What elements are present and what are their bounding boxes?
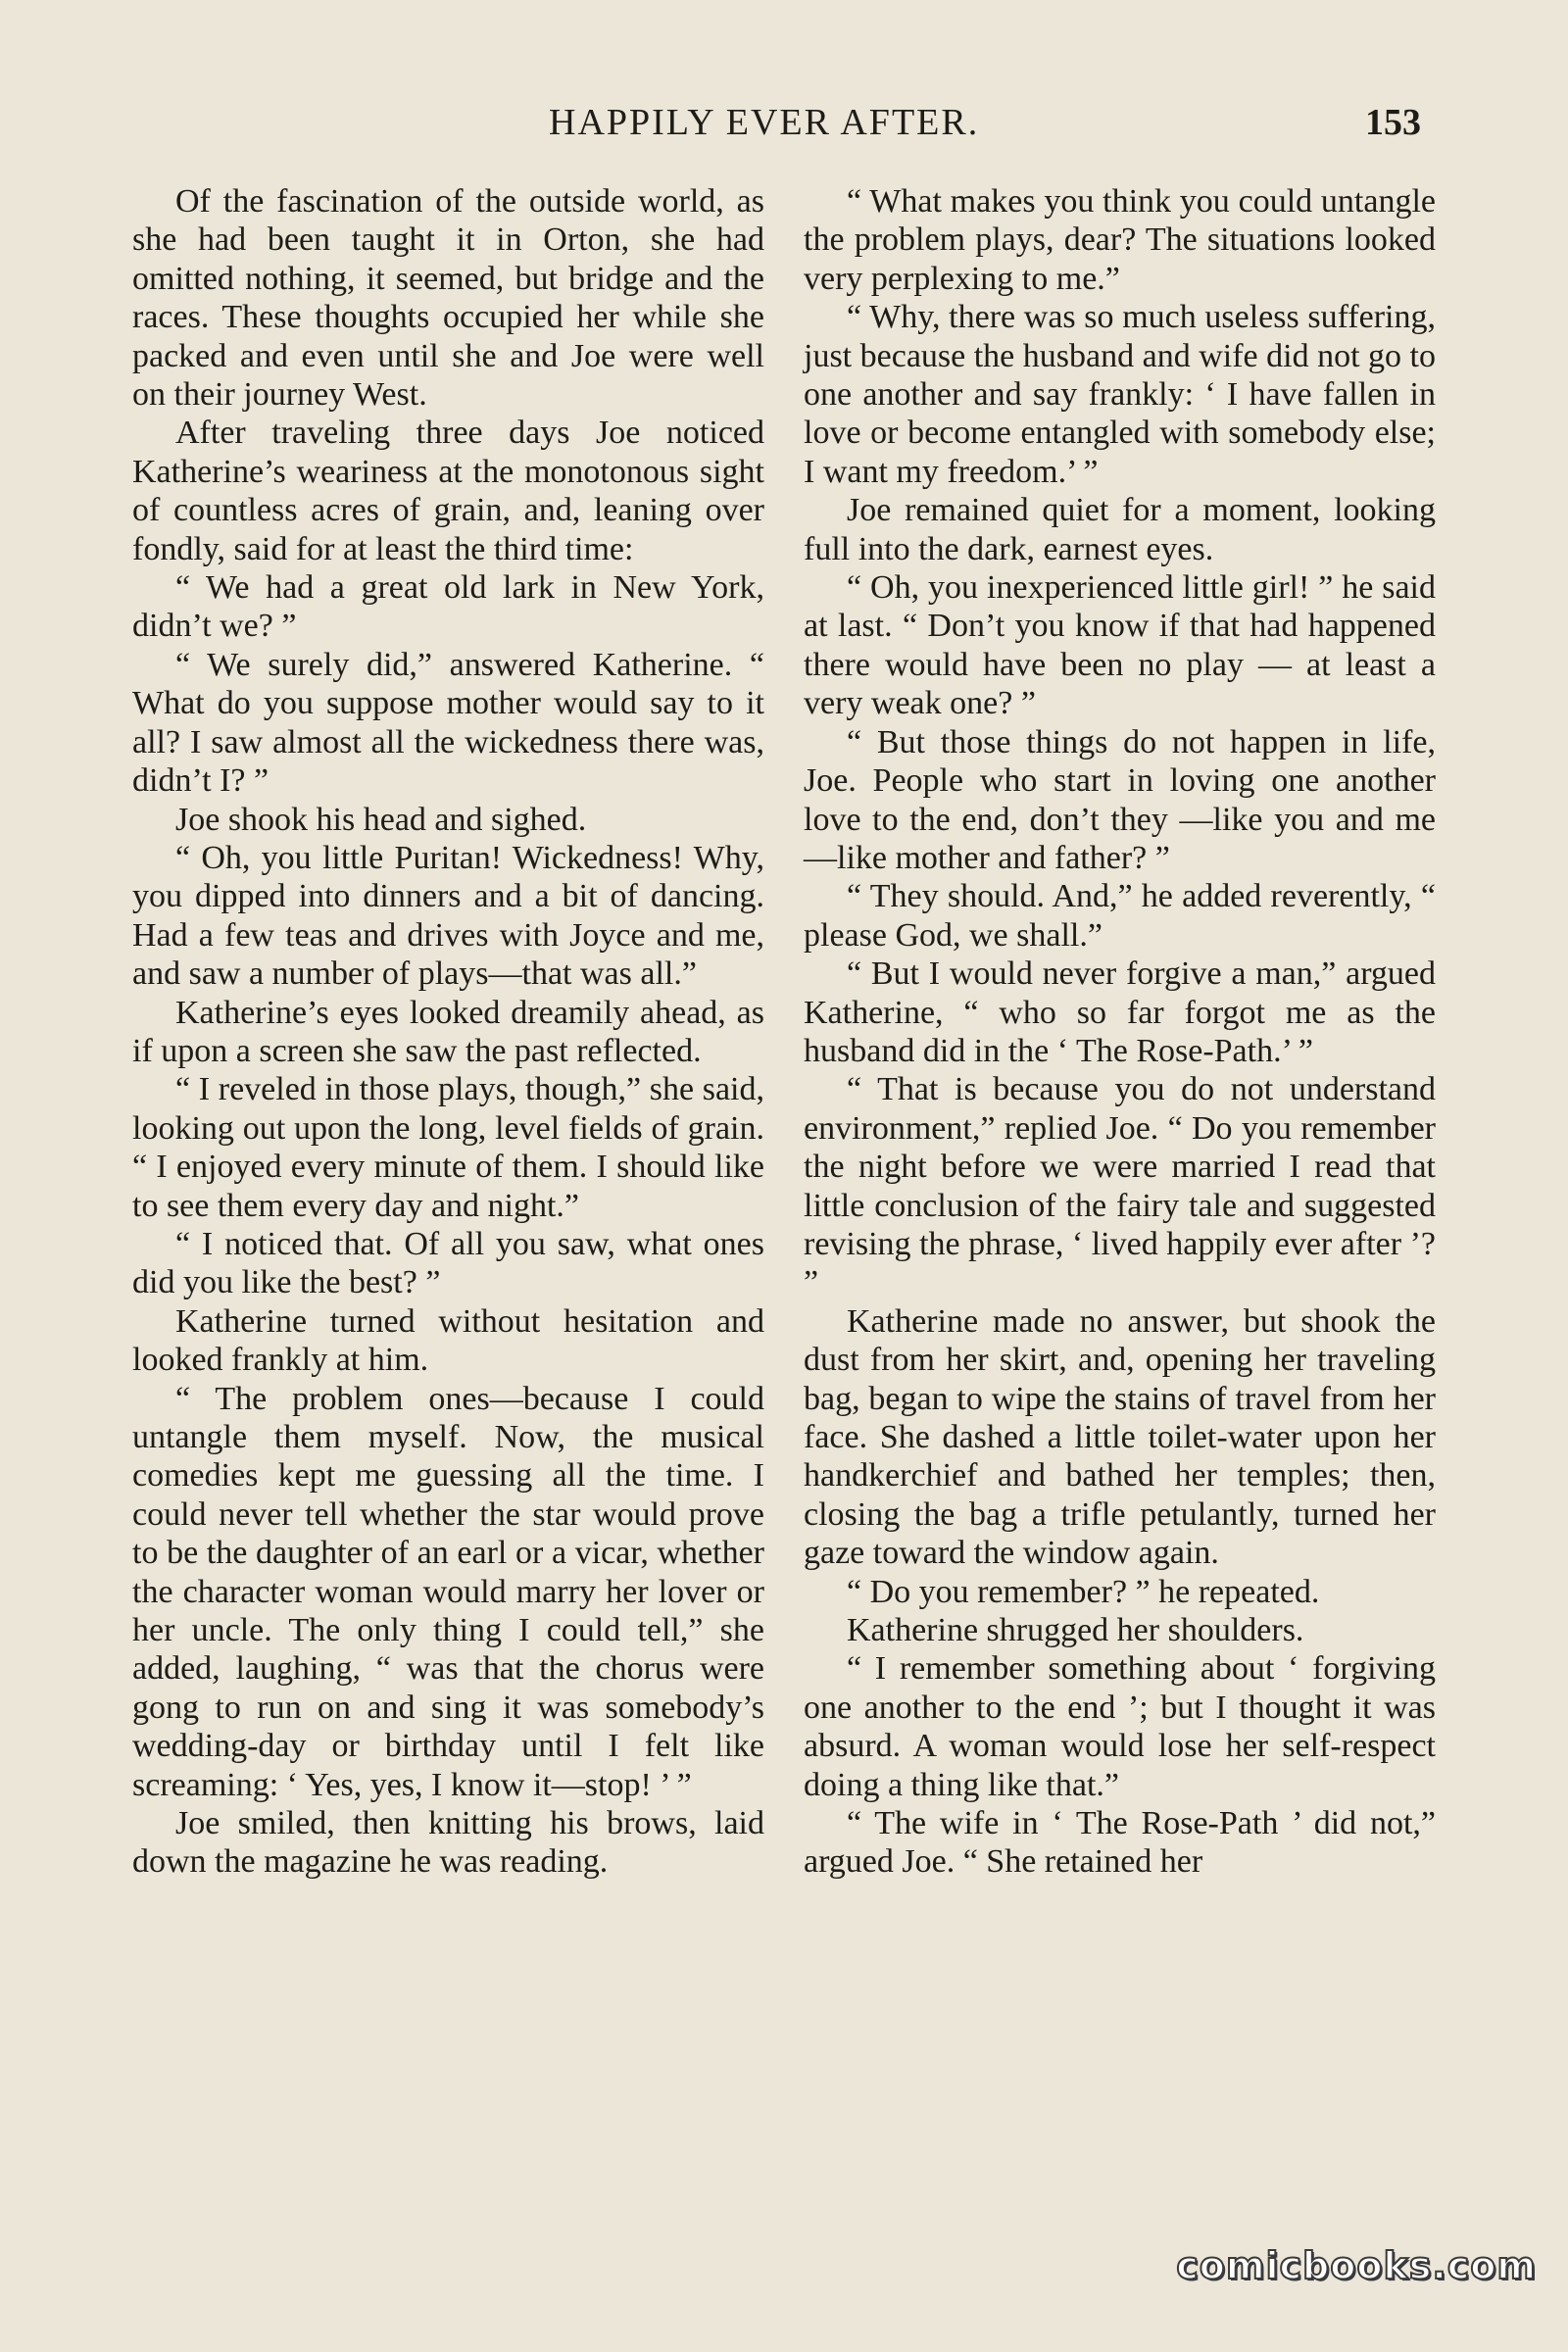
paragraph: “ I reveled in those plays, though,” she said, looking out upon the long, level fields of grain. “ I enjoyed every minute of them. I should like to see them every day and night.” xyxy=(132,1071,764,1224)
paragraph: Of the fascination of the outside world, as she had been taught it in Orton, she had omitted nothing, it seemed, but bridge and the races. These thoughts occupied her while she packed and even until she and Joe were well on their journey West. xyxy=(132,183,764,414)
paragraph: “ Do you remember? ” he repeated. xyxy=(847,1573,1320,1610)
page-number: 153 xyxy=(1365,102,1421,143)
paragraph: Katherine shrugged her shoulders. xyxy=(847,1612,1304,1649)
paragraph: Katherine turned without hesitation and looked frankly at him. xyxy=(132,1302,764,1379)
left-column xyxy=(132,182,764,1882)
paragraph: “ But I would never forgive a man,” argued Katherine, “ who so far forgot me as the husband did in the ‘ The Rose-Path.’ ” xyxy=(804,956,1436,1069)
paragraph: Katherine made no answer, but shook the dust from her skirt, and, opening her traveling bag, began to wipe the stains of travel from her face. She dashed a little toilet-water upon her handkerchief and bathed her temples; then, closing the bag a trifle petulantly, turned her gaze toward the window again. xyxy=(804,1302,1436,1572)
paragraph: “ I remember something about ‘ forgiving one another to the end ’; but I thought it was absurd. A woman would lose her self-respect doing a thing like that.” xyxy=(804,1650,1436,1803)
paragraph: “ Why, there was so much useless suffering, just because the husband and wife did not go to one another and say frankly: ‘ I have fallen in love or become entangled with somebody else; I want my freedom.’ ” xyxy=(804,299,1436,490)
paragraph: “ Oh, you inexperienced little girl! ” he said at last. “ Don’t you know if that had happened there would have been no play — at least a very weak one? ” xyxy=(804,569,1436,722)
paragraph: “ I noticed that. Of all you saw, what ones did you like the best? ” xyxy=(132,1225,764,1301)
right-column xyxy=(804,182,1436,1882)
paragraph: Joe shook his head and sighed. xyxy=(175,801,587,838)
paragraph: After traveling three days Joe noticed Katherine’s weariness at the monotonous sight of countless acres of grain, and, leaning over fondly, said for at least the third time: xyxy=(132,415,764,567)
paragraph: Joe remained quiet for a moment, looking full into the dark, earnest eyes. xyxy=(804,492,1436,567)
running-title: HAPPILY EVER AFTER. xyxy=(549,102,980,143)
paragraph: “ The wife in ‘ The Rose-Path ’ did not,” argued Joe. “ She retained her xyxy=(804,1805,1436,1881)
page-header xyxy=(0,101,1568,156)
paragraph: “ We had a great old lark in New York, didn’t we? ” xyxy=(132,569,764,645)
paragraph: Joe smiled, then knitting his brows, laid down the magazine he was reading. xyxy=(132,1805,764,1881)
paragraph: “ The problem ones—because I could untangle them myself. Now, the musical comedies kept me guessing all the time. I could never tell whether the star would prove to be the daughter of an earl or a vicar, whether the character woman would marry her lover or her uncle. The only thing I could tell,” she added, laughing, “ was that the chorus were gong to run on and sing it was somebody’s wedding-day or birthday until I felt like screaming: ‘ Yes, yes, I know it—stop! ’ ” xyxy=(132,1380,764,1803)
paragraph: “ We surely did,” answered Katherine. “ What do you suppose mother would say to it all? I saw almost all the wickedness there was, didn’t I? ” xyxy=(132,646,764,800)
paragraph: “ What makes you think you could untangle the problem plays, dear? The situations looked very perplexing to me.” xyxy=(804,183,1436,297)
paragraph: “ But those things do not happen in life, Joe. People who start in loving one another love to the end, don’t they —like you and me—like mother and father? ” xyxy=(804,723,1436,876)
paragraph: “ That is because you do not understand environment,” replied Joe. “ Do you remember the night before we were married I read that little conclusion of the fairy tale and suggested revising the phrase, ‘ lived happily ever after ’? ” xyxy=(804,1071,1436,1301)
paragraph: “ They should. And,” he added reverently, “ please God, we shall.” xyxy=(804,878,1436,954)
watermark-logo: comicbooks.com xyxy=(1176,2244,1537,2287)
paragraph: Katherine’s eyes looked dreamily ahead, as if upon a screen she saw the past reflected. xyxy=(132,994,764,1069)
paragraph: “ Oh, you little Puritan! Wickedness! Why, you dipped into dinners and a bit of dancing. Had a few teas and drives with Joyce and me, and saw a number of plays—that was all.” xyxy=(132,839,764,993)
